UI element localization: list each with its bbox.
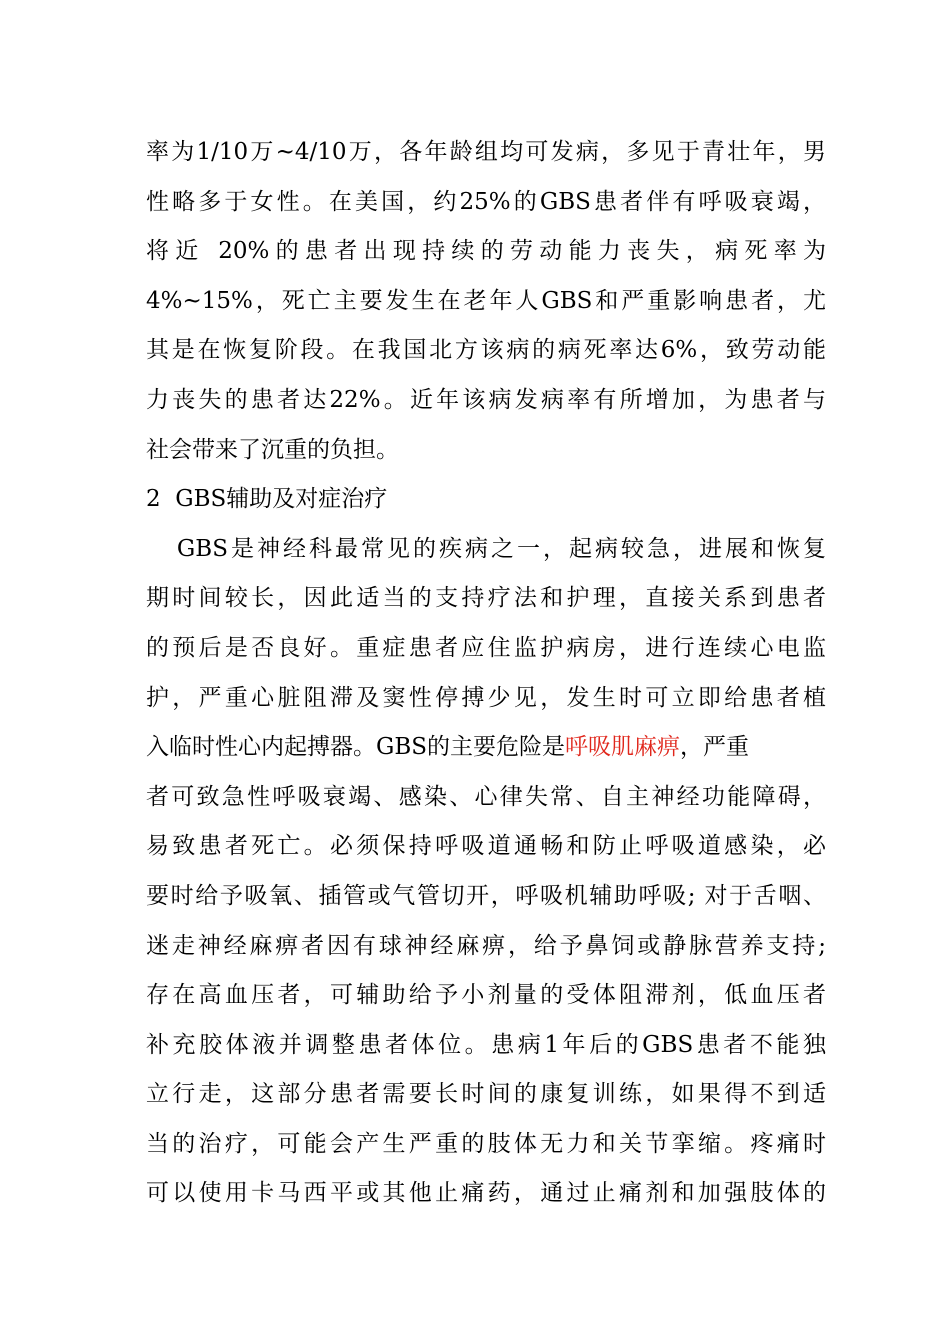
- section-heading: 2 GBS辅助及对症治疗: [146, 486, 388, 513]
- highlight-before: 入临时性心内起搏器。GBS的主要危险是: [146, 734, 566, 761]
- paragraph-line: GBS是神经科最常见的疾病之一，起病较急，进展和恢复: [146, 535, 826, 562]
- paragraph-line: 护，严重心脏阻滞及窦性停搏少见，发生时可立即给患者植: [146, 684, 826, 711]
- paragraph-line: 4%~15%，死亡主要发生在老年人GBS和严重影响患者，尤: [146, 287, 826, 314]
- paragraph-line: 者可致急性呼吸衰竭、感染、心律失常、自主神经功能障碍，: [146, 783, 826, 810]
- paragraph-line: 率为1/10万~4/10万，各年龄组均可发病，多见于青壮年，男: [146, 139, 826, 165]
- paragraph-line: 可以使用卡马西平或其他止痛药，通过止痛剂和加强肢体的: [146, 1180, 826, 1207]
- paragraph-line: 易致患者死亡。必须保持呼吸道通畅和防止呼吸道感染，必: [146, 833, 826, 860]
- paragraph-line: 性略多于女性。在美国，约25%的GBS患者伴有呼吸衰竭，: [146, 188, 826, 215]
- text-body: [146, 128, 826, 1219]
- highlighted-term: 呼吸肌麻痹: [565, 734, 681, 761]
- highlight-after: ，严重: [680, 734, 750, 761]
- paragraph-line: 将近 20%的患者出现持续的劳动能力丧失，病死率为: [146, 238, 826, 265]
- paragraph-line: 其是在恢复阶段。在我国北方该病的病死率达6%，致劳动能: [146, 337, 826, 364]
- paragraph-line: 迷走神经麻痹者因有球神经麻痹，给予鼻饲或静脉营养支持;: [146, 932, 826, 959]
- paragraph-line-highlight: [146, 723, 826, 773]
- paragraph-line: 补充胶体液并调整患者体位。患病1年后的GBS患者不能独: [146, 1031, 826, 1058]
- paragraph-line: 立行走，这部分患者需要长时间的康复训练，如果得不到适: [146, 1081, 826, 1108]
- paragraph-line: 社会带来了沉重的负担。: [146, 436, 399, 463]
- paragraph-line: 要时给予吸氧、插管或气管切开，呼吸机辅助呼吸; 对于舌咽、: [146, 882, 826, 909]
- paragraph-line: 的预后是否良好。重症患者应住监护病房，进行连续心电监: [146, 634, 826, 661]
- paragraph-line: 存在高血压者，可辅助给予小剂量的受体阻滞剂，低血压者: [146, 982, 826, 1009]
- paragraph-line: 当的治疗，可能会产生严重的肢体无力和关节挛缩。疼痛时: [146, 1130, 826, 1157]
- paragraph-line: 力丧失的患者达22%。近年该病发病率有所增加，为患者与: [146, 386, 826, 413]
- paragraph-line: 期时间较长，因此适当的支持疗法和护理，直接关系到患者: [146, 585, 826, 612]
